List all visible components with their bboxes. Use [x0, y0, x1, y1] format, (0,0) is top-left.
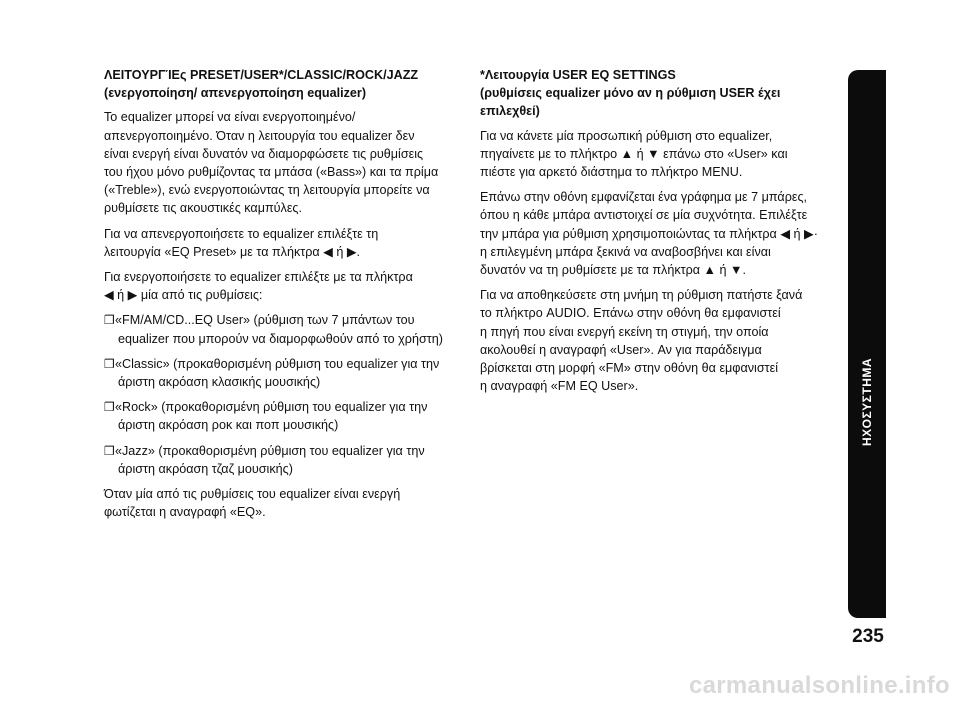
- right-paragraph-save: [480, 286, 810, 395]
- text-line: όπου η κάθε μπάρα αντιστοιχεί σε μία συχνότητα. Επιλέξτε: [480, 208, 808, 223]
- checkbox-bullet-icon: ❒: [104, 356, 115, 371]
- bullet-text: «FM/AM/CD...EQ User» (ρύθμιση των 7 μπάντων του: [115, 313, 415, 328]
- left-paragraph-enable: [104, 268, 468, 304]
- bullet-text: «Jazz» (προκαθορισμένη ρύθμιση του equalizer για την: [115, 443, 425, 458]
- right-column: [480, 66, 818, 402]
- text-line: απενεργοποιημένο. Όταν η λειτουργία του equalizer δεν: [104, 128, 415, 143]
- text-line: φωτίζεται η αναγραφή «EQ».: [104, 505, 266, 520]
- left-paragraph-intro: [104, 108, 468, 217]
- text-line: πιέστε για αρκετό διάστημα το πλήκτρο MENU.: [480, 165, 743, 180]
- text-line: δυνατόν να τη ρυθμίσετε με τα πλήκτρα ▲ ή ▼.: [480, 263, 746, 278]
- section-tab-label: ΗΧΟΣΥΣΤΗΜΑ: [860, 357, 874, 447]
- text-line: πηγαίνετε με το πλήκτρο ▲ ή ▼ επάνω στο «User» και: [480, 146, 788, 161]
- heading-line: (ενεργοποίηση/ απενεργοποίηση equalizer): [104, 86, 367, 101]
- text-line: την μπάρα για ρύθμιση χρησιμοποιώντας τα πλήκτρα ◀ ή ▶·: [480, 226, 818, 241]
- text-line: Για ενεργοποιήσετε το equalizer επιλέξτε με τα πλήκτρα: [104, 270, 413, 285]
- text-line: Για να απενεργοποιήσετε το equalizer επιλέξτε τη: [104, 226, 379, 241]
- bullet-text: «Rock» (προκαθορισμένη ρύθμιση του equalizer για την: [115, 400, 428, 415]
- section-side-tab: [848, 70, 886, 618]
- bullet-text: «Classic» (προκαθορισμένη ρύθμιση του equalizer για την: [115, 356, 440, 371]
- text-line: είναι ενεργή είναι δυνατόν να διαμορφώσετε τις ρυθμίσεις: [104, 146, 424, 161]
- text-line: το πλήκτρο AUDIO. Επάνω στην οθόνη θα εμφανιστεί: [480, 306, 781, 321]
- text-line: («Treble»), ενώ ενεργοποιώντας τη λειτουργία μπορείτε να: [104, 183, 430, 198]
- heading-line: (ρυθμίσεις equalizer μόνο αν η ρύθμιση USER έχει: [480, 86, 781, 101]
- list-item-classic: [104, 355, 468, 391]
- right-paragraph-bars: [480, 188, 818, 279]
- heading-line: ΛΕΙΤΟΥΡΓΊΕς PRESET/USER*/CLASSIC/ROCK/JAZZ: [104, 68, 419, 82]
- list-item-user-eq: [104, 311, 468, 347]
- page-number: 235: [852, 626, 884, 647]
- text-line: βρίσκεται στη μορφή «FM» στην οθόνη θα εμφανιστεί: [480, 361, 779, 376]
- checkbox-bullet-icon: ❒: [104, 313, 115, 328]
- left-paragraph-disable: [104, 225, 468, 261]
- list-item-rock: [104, 398, 468, 434]
- text-line: λειτουργία «EQ Preset» με τα πλήκτρα ◀ ή ▶.: [104, 244, 361, 259]
- right-section-heading: [480, 66, 810, 121]
- checkbox-bullet-icon: ❒: [104, 443, 115, 458]
- text-line: Το equalizer μπορεί να είναι ενεργοποιημένο/: [104, 110, 356, 125]
- text-line: Όταν μία από τις ρυθμίσεις του equalizer είναι ενεργή: [104, 487, 401, 502]
- heading-line: επιλεχθεί): [480, 104, 540, 119]
- left-column: [104, 66, 468, 528]
- text-line: Για να κάνετε μία προσωπική ρύθμιση στο equalizer,: [480, 128, 773, 143]
- text-line: Επάνω στην οθόνη εμφανίζεται ένα γράφημα με 7 μπάρες,: [480, 190, 808, 205]
- heading-line: *Λειτουργία USER EQ SETTINGS: [480, 68, 676, 82]
- bullet-text: άριστη ακρόαση τζαζ μουσικής): [118, 461, 293, 476]
- text-line: η επιλεγμένη μπάρα ξεκινά να αναβοσβήνει και είναι: [480, 244, 771, 259]
- text-line: ρυθμίσετε τις ακουστικές καμπύλες.: [104, 201, 303, 216]
- text-line: ◀ ή ▶ μία από τις ρυθμίσεις:: [104, 288, 263, 303]
- text-line: η αναγραφή «FM EQ User».: [480, 379, 639, 394]
- right-paragraph-select-user: [480, 127, 810, 182]
- bullet-text: equalizer που μπορούν να διαμορφωθούν από το χρήστη): [118, 331, 443, 346]
- text-line: ακολουθεί η αναγραφή «User». Αν για παράδειγμα: [480, 342, 762, 357]
- left-section-heading: [104, 66, 468, 102]
- list-item-jazz: [104, 442, 468, 478]
- checkbox-bullet-icon: ❒: [104, 400, 115, 415]
- text-line: η πηγή που είναι ενεργή εκείνη τη στιγμή, την οποία: [480, 324, 769, 339]
- bullet-text: άριστη ακρόαση ροκ και ποπ μουσικής): [118, 418, 339, 433]
- left-paragraph-closing: [104, 485, 468, 521]
- text-line: του ήχου μόνο ρυθμίζοντας τα μπάσα («Bass») και τα πρίμα: [104, 165, 439, 180]
- bullet-text: άριστη ακρόαση κλασικής μουσικής): [118, 375, 321, 390]
- watermark-text: carmanualsonline.info: [688, 672, 950, 699]
- text-line: Για να αποθηκεύσετε στη μνήμη τη ρύθμιση πατήστε ξανά: [480, 288, 803, 303]
